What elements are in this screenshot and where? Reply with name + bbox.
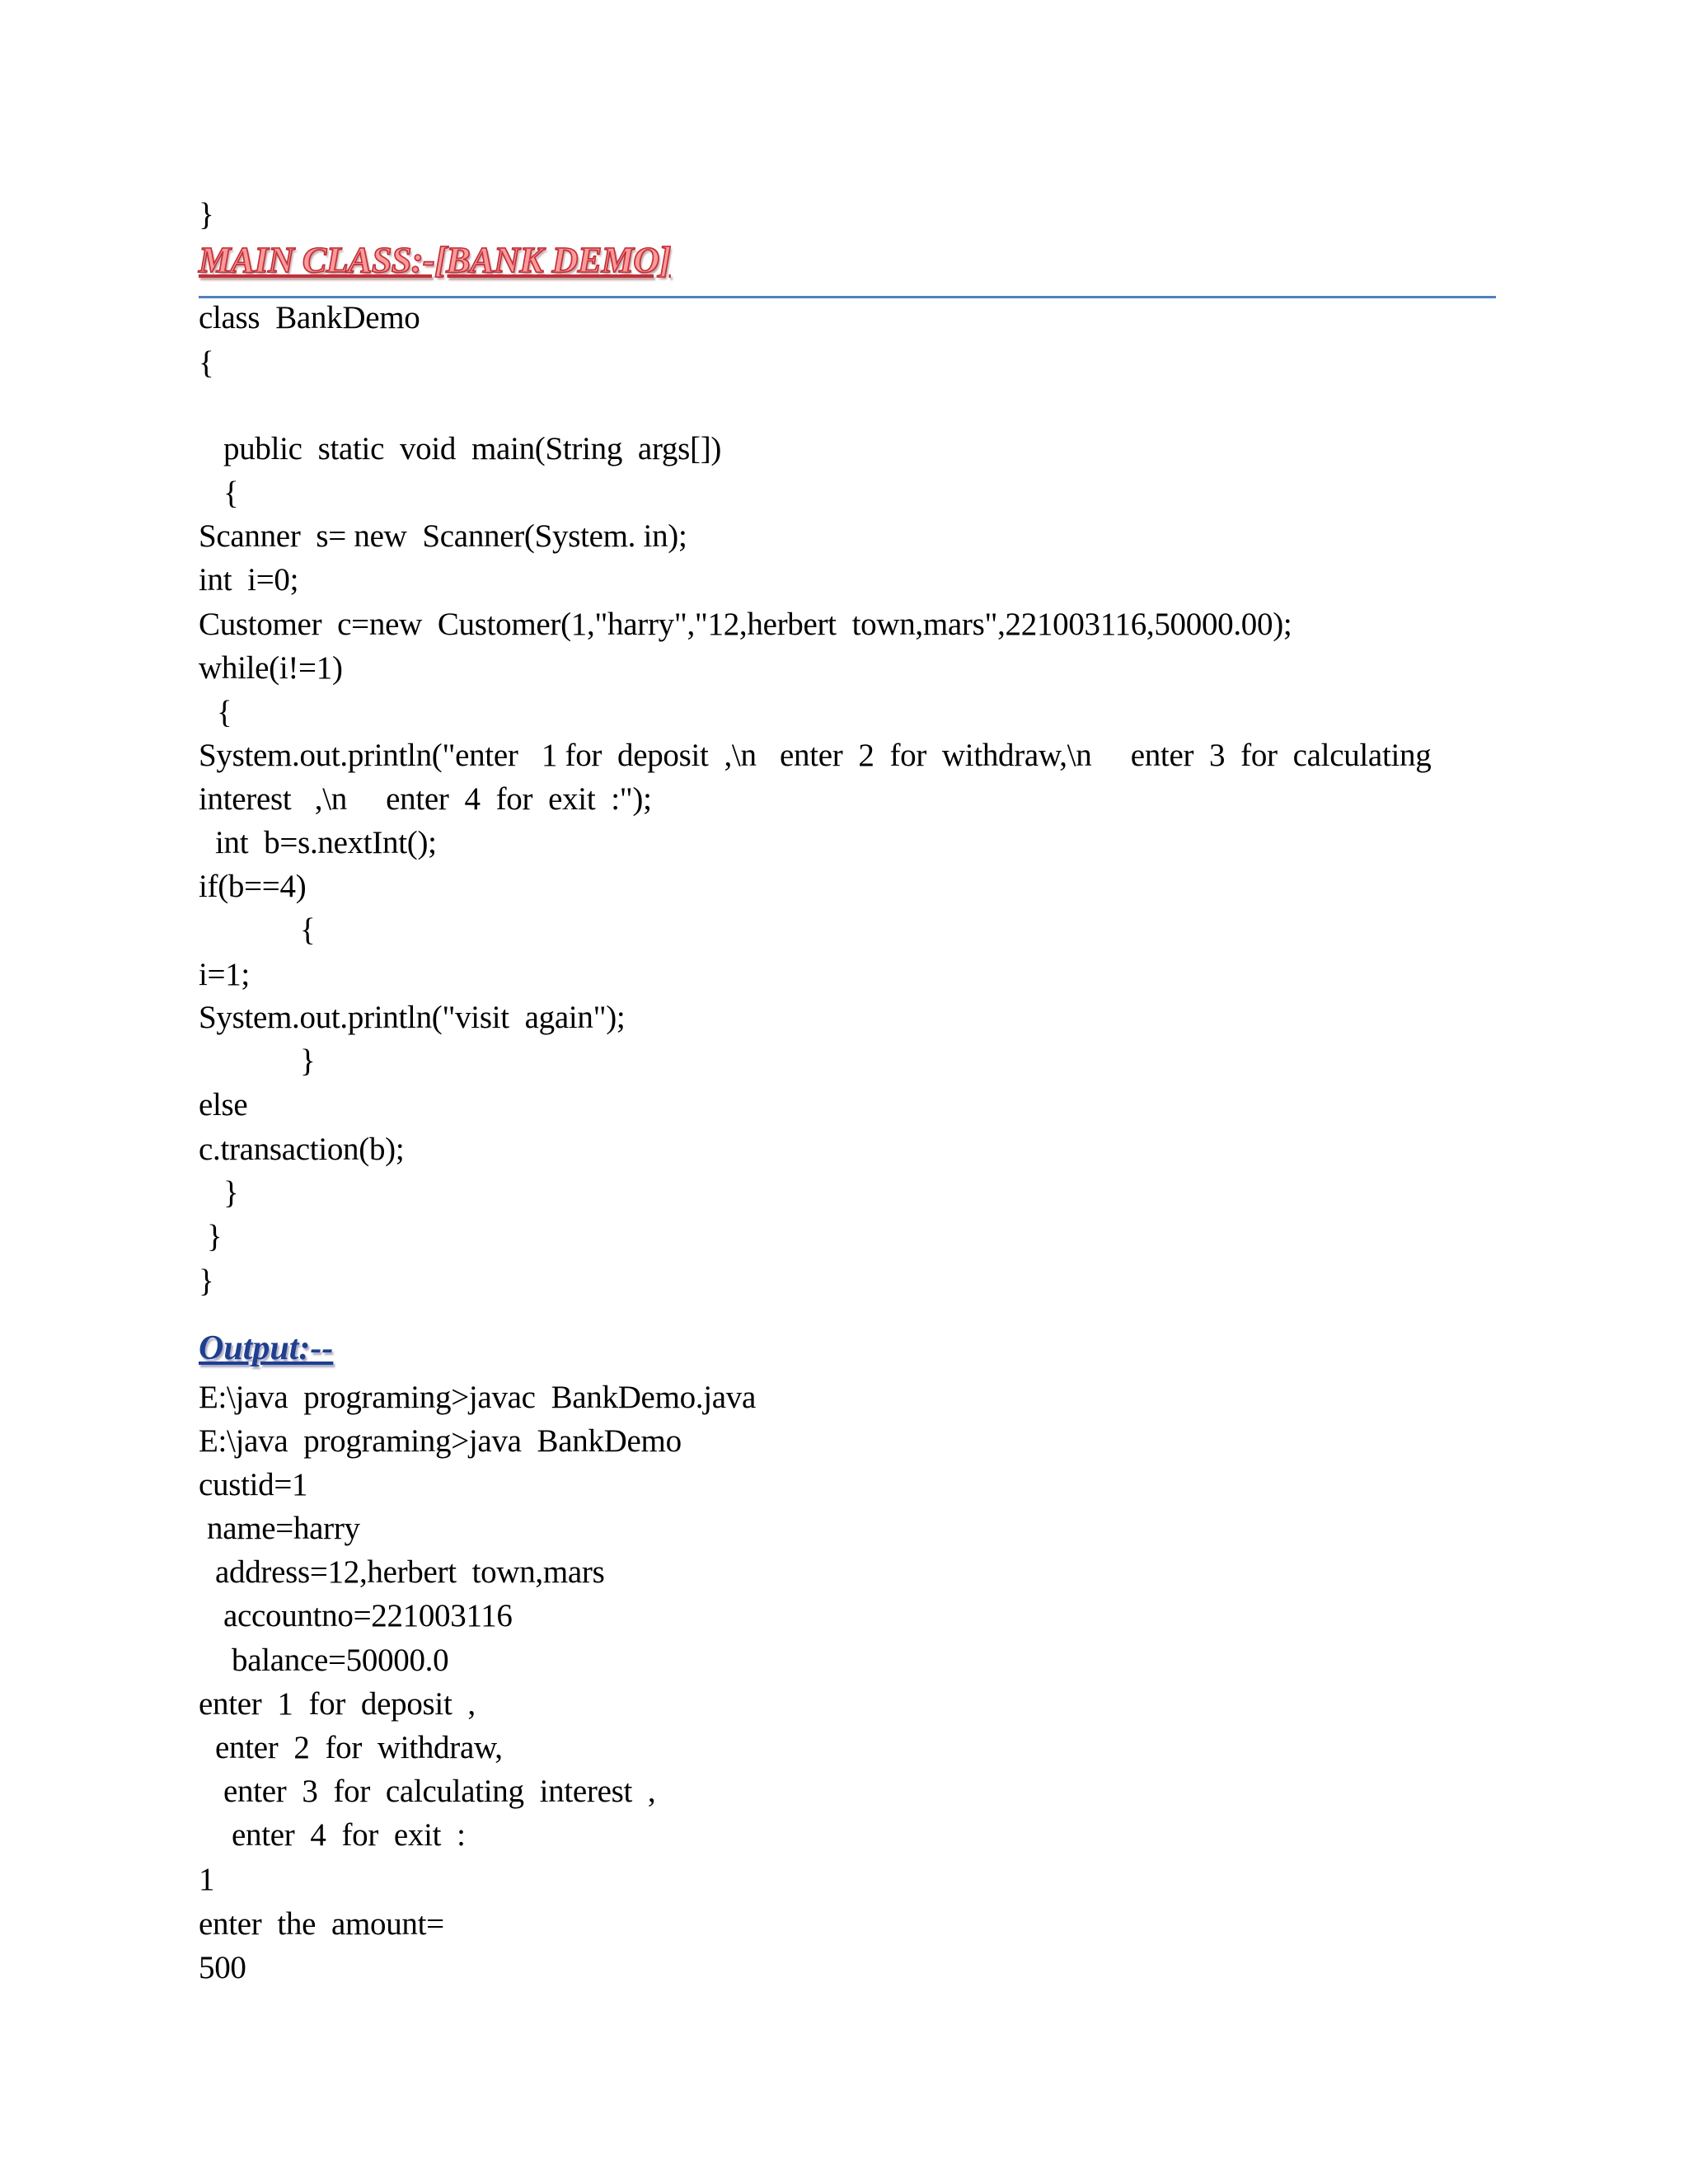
code-line: { bbox=[223, 476, 239, 511]
code-line: else bbox=[199, 1087, 248, 1122]
output-line: custid=1 bbox=[199, 1467, 308, 1502]
output-line: E:\java programing>javac BankDemo.java bbox=[199, 1380, 757, 1415]
code-line: while(i!=1) bbox=[199, 650, 343, 686]
output-line: enter 3 for calculating interest , bbox=[223, 1774, 656, 1809]
output-line: enter 2 for withdraw, bbox=[215, 1730, 503, 1765]
code-line: Scanner s= new Scanner(System. in); bbox=[199, 518, 687, 554]
main-class-heading: MAIN CLASS:-[BANK DEMO] bbox=[199, 240, 671, 280]
code-line: i=1; bbox=[199, 957, 250, 992]
code-line: } bbox=[300, 1043, 316, 1079]
code-line: class BankDemo bbox=[199, 300, 420, 335]
output-line: E:\java programing>java BankDemo bbox=[199, 1423, 682, 1459]
code-line: Customer c=new Customer(1,"harry","12,herbert town,mars",221003116,50000.00); bbox=[199, 607, 1292, 642]
code-line: { bbox=[199, 345, 214, 381]
output-line: name=harry bbox=[207, 1511, 360, 1546]
output-line: accountno=221003116 bbox=[223, 1598, 513, 1633]
code-line: } bbox=[199, 1263, 214, 1299]
output-line: address=12,herbert town,mars bbox=[215, 1554, 605, 1590]
output-line: 500 bbox=[199, 1950, 246, 1985]
code-line: { bbox=[217, 695, 232, 730]
code-line: { bbox=[300, 912, 316, 948]
code-line: int b=s.nextInt(); bbox=[215, 825, 437, 860]
code-line: System.out.println("visit again"); bbox=[199, 1000, 626, 1035]
code-line: interest ,\n enter 4 for exit :"); bbox=[199, 781, 652, 817]
output-line: 1 bbox=[199, 1862, 215, 1897]
code-line: c.transaction(b); bbox=[199, 1132, 405, 1167]
heading-rule bbox=[199, 296, 1496, 298]
output-line: balance=50000.0 bbox=[232, 1643, 449, 1678]
output-line: enter 1 for deposit , bbox=[199, 1686, 476, 1722]
closing-brace: } bbox=[199, 197, 214, 232]
code-line: } bbox=[223, 1175, 239, 1211]
code-line: public static void main(String args[]) bbox=[223, 431, 722, 466]
output-line: enter 4 for exit : bbox=[232, 1817, 466, 1853]
code-line: if(b==4) bbox=[199, 869, 307, 904]
code-line: } bbox=[207, 1219, 223, 1254]
code-line: System.out.println("enter 1 for deposit ,\n enter 2 for withdraw,\n enter 3 for calculating bbox=[199, 738, 1432, 773]
code-line: int i=0; bbox=[199, 562, 299, 598]
output-line: enter the amount= bbox=[199, 1906, 444, 1942]
output-heading: Output:-- bbox=[199, 1329, 334, 1367]
